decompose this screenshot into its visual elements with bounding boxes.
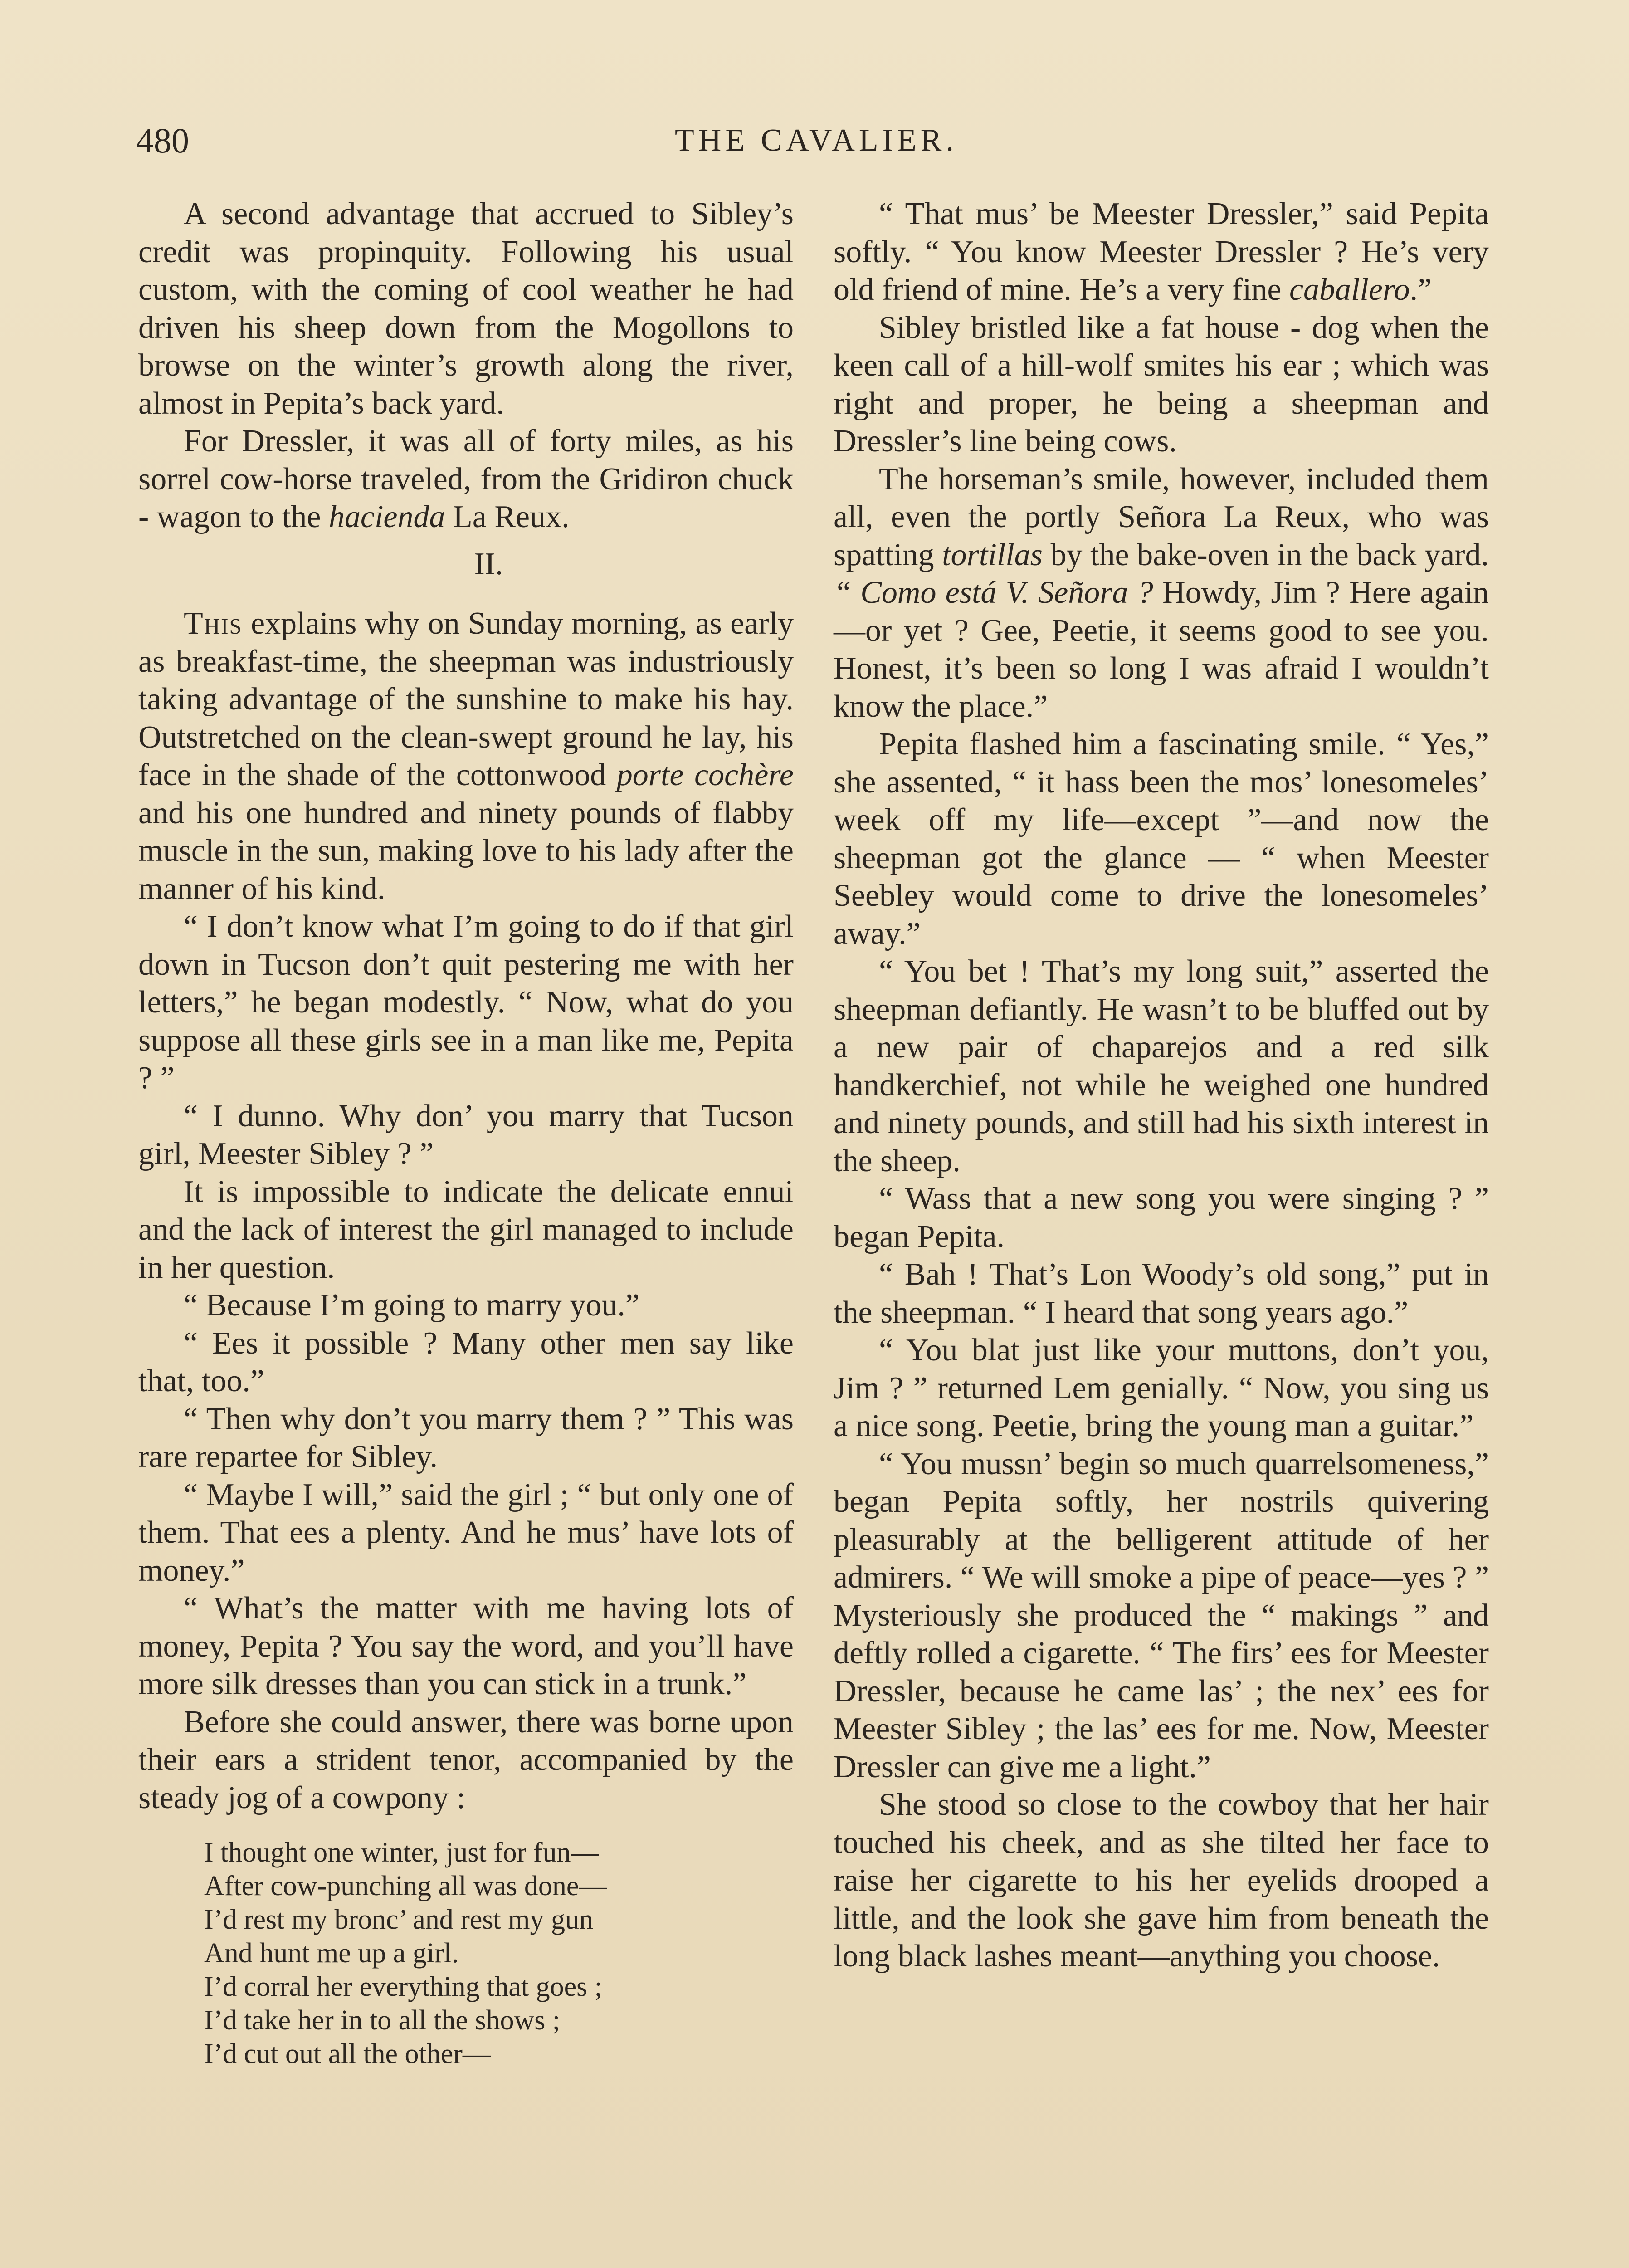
paragraph: This explains why on Sunday morning, as early as breakfast-time, the sheepman was industriously taking advantage of the sunshine to make his hay. Outstretched on the clean-swept ground he lay, his face in the shade of the cottonwood porte cochère and his one hundred and ninety pounds of flabby muscle in the sun, making love to his lady after the manner of his kind. [138, 606, 794, 906]
paragraph: “ Because I’m going to marry you.” [184, 1288, 639, 1323]
paragraph: “ Bah ! That’s Lon Woody’s old song,” put in the sheepman. “ I heard that song years ago.” [834, 1257, 1489, 1330]
right-column [834, 195, 1489, 1975]
smallcaps-lead: This [184, 606, 243, 641]
verse-line: I thought one winter, just for fun— [204, 1837, 599, 1868]
paragraph: “ I don’t know what I’m going to do if that girl down in Tucson don’t quit pestering me with her letters,” he began modestly. “ Now, what do you suppose all these girls see in a man like me, Pepita ? ” [138, 909, 794, 1095]
paragraph: “ I dunno. Why don’ you marry that Tucson girl, Meester Sibley ? ” [138, 1098, 794, 1171]
paragraph: It is impossible to indicate the delicate ennui and the lack of interest the girl managed to include in her question. [138, 1174, 794, 1285]
italic-term: hacienda [328, 499, 445, 534]
paragraph: “ Ees it possible ? Many other men say like that, too.” [138, 1325, 794, 1398]
paragraph: “ That mus’ be Meester Dressler,” said Pepita softly. “ You know Meester Dressler ? He’s very old friend of mine. He’s a very fine caballero.” [834, 196, 1489, 307]
paragraph: For Dressler, it was all of forty miles, as his sorrel cow-horse traveled, from the Gridiron chuck - wagon to the hacienda La Reux. [138, 424, 794, 534]
verse-line: I’d corral her everything that goes ; [204, 1971, 602, 2002]
running-head: THE CAVALIER. [675, 123, 958, 158]
song-verse [138, 1836, 794, 2071]
paragraph: A second advantage that accrued to Sibley’s credit was propinquity. Following his usual custom, with the coming of cool weather he had driven his sheep down from the Mogollons to browse on the winter’s growth along the river, almost in Pepita’s back yard. [138, 196, 794, 421]
verse-line: I’d rest my bronc’ and rest my gun [204, 1904, 594, 1935]
paragraph: Sibley bristled like a fat house - dog when the keen call of a hill-wolf smites his ear ; which was right and proper, he being a sheepman and Dressler’s line being cows. [834, 310, 1489, 459]
verse-line: After cow-punching all was done— [204, 1871, 607, 1901]
paragraph: “ Wass that a new song you were singing ? ” began Pepita. [834, 1181, 1489, 1254]
italic-term: porte cochère [616, 758, 794, 792]
paragraph: Before she could answer, there was borne upon their ears a strident tenor, accompanied by the steady jog of a cowpony : [138, 1704, 794, 1815]
italic-term: tortillas [942, 537, 1043, 572]
paragraph: “ You mussn’ begin so much quarrelsomeness,” began Pepita softly, her nostrils quivering pleasurably at the belligerent attitude of her admirers. “ We will smoke a pipe of peace—yes ? ” Mysteriously she produced the “ makings ” and deftly rolled a cigarette. “ The firs’ ees for Meester Dressler, because he came las’ ; the nex’ ees for Meester Sibley ; the las’ ees for me. Now, Meester Dressler can give me a light.” [834, 1446, 1489, 1784]
verse-line: And hunt me up a girl. [204, 1938, 459, 1969]
left-column [138, 195, 794, 2071]
paragraph: “ Maybe I will,” said the girl ; “ but only one of them. That ees a plenty. And he mus’ have lots of money.” [138, 1477, 794, 1588]
italic-greeting: “ Como está V. Señora ? [834, 575, 1153, 610]
paragraph: The horseman’s smile, however, included them all, even the portly Señora La Reux, who was spatting tortillas by the bake-oven in the back yard. “ Como está V. Señora ? Howdy, Jim ? Here again—or yet ? Gee, Peetie, it seems good to see you. Honest, it’s been so long I was afraid I wouldn’t know the place.” [834, 461, 1489, 724]
verse-line: I’d cut out all the other— [204, 2038, 491, 2069]
paragraph: “ You bet ! That’s my long suit,” asserted the sheepman defiantly. He wasn’t to be bluffed out by a new pair of chaparejos and a red silk handkerchief, not while he weighed one hundred and ninety pounds, and still had his sixth interest in the sheep. [834, 954, 1489, 1178]
italic-term: caballero [1289, 272, 1410, 307]
paragraph: “ Then why don’t you marry them ? ” This was rare repartee for Sibley. [138, 1401, 794, 1474]
page-number: 480 [136, 121, 189, 160]
verse-line: I’d take her in to all the shows ; [204, 2005, 561, 2036]
section-heading: II. [474, 546, 503, 582]
paragraph: “ You blat just like your muttons, don’t you, Jim ? ” returned Lem genially. “ Now, you sing us a nice song. Peetie, bring the young man a guitar.” [834, 1333, 1489, 1443]
paragraph: “ What’s the matter with me having lots of money, Pepita ? You say the word, and you’ll have more silk dresses than you can stick in a trunk.” [138, 1591, 794, 1701]
page-header [136, 116, 1497, 166]
paragraph: Pepita flashed him a fascinating smile. “ Yes,” she assented, “ it hass been the mos’ lonesomeles’ week off my life—except ”—and now the sheepman got the glance — “ when Meester Seebley would come to drive the lonesomeles’ away.” [834, 727, 1489, 951]
paragraph: She stood so close to the cowboy that her hair touched his cheek, and as she tilted her face to raise her cigarette to his her eyelids drooped a little, and the look she gave him from beneath the long black lashes meant—anything you choose. [834, 1787, 1489, 1974]
